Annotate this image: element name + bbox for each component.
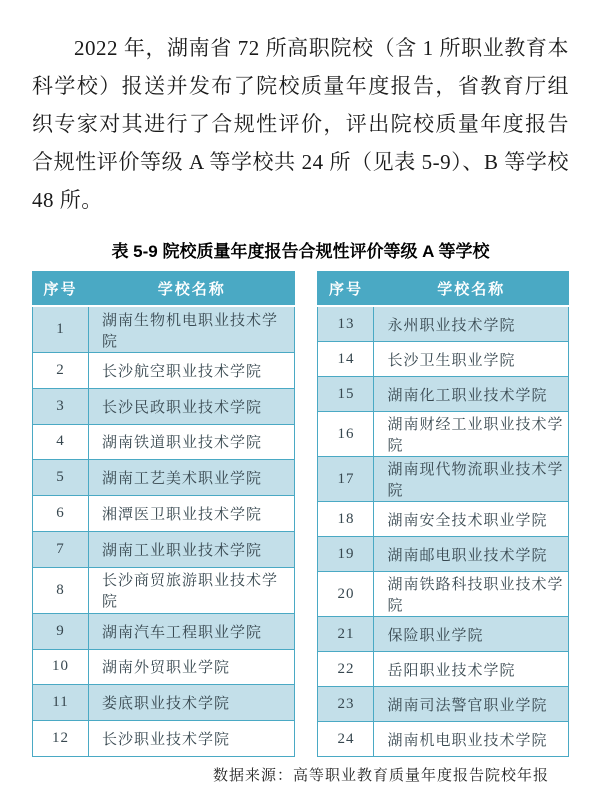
school-name: 岳阳职业技术学院 — [374, 652, 569, 687]
school-name: 长沙卫生职业学院 — [374, 342, 569, 377]
table-row — [318, 412, 569, 457]
row-number: 11 — [33, 685, 89, 721]
row-number: 18 — [318, 502, 374, 537]
table-row — [33, 721, 295, 757]
school-name: 湖南邮电职业技术学院 — [374, 537, 569, 572]
row-number: 15 — [318, 377, 374, 412]
col-header-no: 序号 — [33, 272, 89, 307]
school-name: 湘潭医卫职业技术学院 — [89, 496, 295, 532]
table-row — [33, 649, 295, 685]
school-name: 湖南铁路科技职业技术学院 — [374, 572, 569, 617]
row-number: 16 — [318, 412, 374, 457]
table-row — [33, 685, 295, 721]
grade-a-table-left — [32, 271, 295, 757]
table-row — [33, 567, 295, 613]
row-number: 6 — [33, 496, 89, 532]
col-header-name: 学校名称 — [374, 272, 569, 307]
table-row — [33, 496, 295, 532]
row-number: 5 — [33, 460, 89, 496]
table-row — [318, 377, 569, 412]
col-header-no: 序号 — [318, 272, 374, 307]
header-row — [318, 272, 569, 307]
school-name: 湖南工业职业技术学院 — [89, 531, 295, 567]
row-number: 24 — [318, 722, 374, 757]
row-number: 23 — [318, 687, 374, 722]
table-row — [318, 617, 569, 652]
school-name: 长沙民政职业技术学院 — [89, 388, 295, 424]
row-number: 12 — [33, 721, 89, 757]
table-row — [318, 457, 569, 502]
school-name: 湖南汽车工程职业学院 — [89, 613, 295, 649]
row-number: 20 — [318, 572, 374, 617]
school-name: 长沙商贸旅游职业技术学院 — [89, 567, 295, 613]
row-number: 13 — [318, 306, 374, 342]
table-row — [33, 388, 295, 424]
school-name: 湖南现代物流职业技术学院 — [374, 457, 569, 502]
header-row — [33, 272, 295, 307]
school-name: 湖南安全技术职业学院 — [374, 502, 569, 537]
school-name: 长沙职业技术学院 — [89, 721, 295, 757]
row-number: 10 — [33, 649, 89, 685]
row-number: 4 — [33, 424, 89, 460]
school-name: 长沙航空职业技术学院 — [89, 353, 295, 389]
table-row — [318, 572, 569, 617]
row-number: 19 — [318, 537, 374, 572]
table-row — [33, 424, 295, 460]
row-number: 7 — [33, 531, 89, 567]
grade-a-table-right — [317, 271, 569, 757]
row-number: 17 — [318, 457, 374, 502]
row-number: 9 — [33, 613, 89, 649]
table-header-left — [33, 272, 295, 307]
table-header-right — [318, 272, 569, 307]
table-row — [318, 306, 569, 342]
school-name: 湖南司法警官职业学院 — [374, 687, 569, 722]
data-source-note: 数据来源：高等职业教育质量年度报告院校年报 — [212, 768, 549, 784]
table-row — [318, 722, 569, 757]
school-name: 湖南工艺美术职业学院 — [89, 460, 295, 496]
school-name: 永州职业技术学院 — [374, 306, 569, 342]
table-row — [33, 306, 295, 353]
school-name: 湖南外贸职业学院 — [89, 649, 295, 685]
row-number: 1 — [33, 306, 89, 353]
table-row — [33, 531, 295, 567]
table-title: 表 5-9 院校质量年度报告合规性评价等级 A 等学校 — [111, 242, 490, 261]
school-name: 娄底职业技术学院 — [89, 685, 295, 721]
school-name: 湖南铁道职业技术学院 — [89, 424, 295, 460]
grade-a-tables — [32, 271, 569, 757]
table-row — [33, 353, 295, 389]
row-number: 22 — [318, 652, 374, 687]
table-row — [318, 652, 569, 687]
intro-paragraph: 2022 年，湖南省 72 所高职院校（含 1 所职业教育本科学校）报送并发布了院校质量年度报告，省教育厅组织专家对其进行了合规性评价，评出院校质量年度报告合规性评价等级 A 等学校共 24 所（见表 5-9）、B 等学校 48 所。 — [32, 36, 569, 212]
school-name: 湖南生物机电职业技术学院 — [89, 306, 295, 353]
table-row — [318, 342, 569, 377]
school-name: 湖南机电职业技术学院 — [374, 722, 569, 757]
table-row — [318, 687, 569, 722]
school-name: 湖南财经工业职业技术学院 — [374, 412, 569, 457]
col-header-name: 学校名称 — [89, 272, 295, 307]
table-row — [33, 613, 295, 649]
school-name: 保险职业学院 — [374, 617, 569, 652]
row-number: 2 — [33, 353, 89, 389]
row-number: 3 — [33, 388, 89, 424]
row-number: 8 — [33, 567, 89, 613]
school-name: 湖南化工职业技术学院 — [374, 377, 569, 412]
table-row — [33, 460, 295, 496]
row-number: 14 — [318, 342, 374, 377]
table-row — [318, 537, 569, 572]
table-row — [318, 502, 569, 537]
row-number: 21 — [318, 617, 374, 652]
